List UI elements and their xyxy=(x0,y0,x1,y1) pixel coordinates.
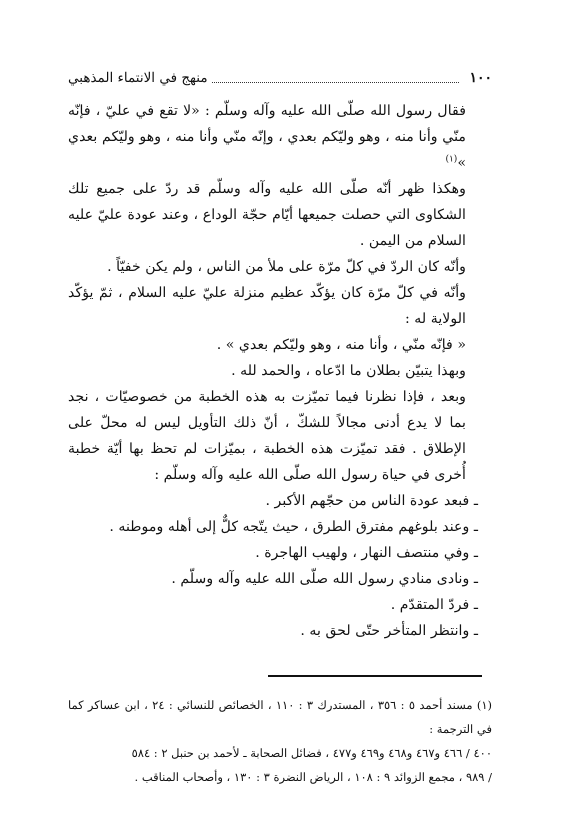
page-number: ١٠٠ xyxy=(469,70,492,86)
page-header xyxy=(68,62,492,88)
list-item: ـ وعند بلوغهم مفترق الطرق ، حيث يتّجه كلٌّ إلى أهله وموطنه . xyxy=(109,519,478,535)
paragraph-wilayah: وأنّه في كلّ مرّة كان يؤكّد عظيم منزلة عليّ عليه السلام ، ثمّ يؤكّد الولاية له : xyxy=(68,285,466,327)
paragraph-complaints: وهكذا ظهر أنّه صلّى الله عليه وآله وسلّم قد ردّ على جميع تلك الشكاوى التي حصلت جميعها أيّام حجّة الوداع ، وعند عودة عليّ عليه السلام من اليمن . xyxy=(68,181,466,249)
main-text xyxy=(68,98,492,644)
footnotes xyxy=(68,693,492,789)
list-item: ـ فبعد عودة الناس من حجّهم الأكبر . xyxy=(265,493,478,509)
footnote-line: (١) مسند أحمد ٥ : ٣٥٦ ، المستدرك ٣ : ١١٠ ، الخصائص للنسائي : ٢٤ ، ابن عساكر كما في الترجمة : xyxy=(68,698,493,736)
list-item: ـ فردّ المتقدّم . xyxy=(390,597,478,613)
footnote-marker: (١) xyxy=(445,154,458,165)
paragraph-hadith xyxy=(68,98,492,176)
paragraph-sermon-features: وبعد ، فإذا نظرنا فيما تميّزت به هذه الخطبة من خصوصيّات ، نجد بما لا يدع أدنى مجالاً للشكّ ، أنّ ذلك التأويل ليس له محلّ على الإطلاق . فقد تميّزت هذه الخطبة ، بميّزات لم تحظ بها أيّة خطبة أُخرى في حياة رسول الله صلّى الله عليه وآله وسلّم : xyxy=(68,389,466,483)
list-item: ـ وفي منتصف النهار ، ولهيب الهاجرة . xyxy=(255,545,478,561)
list-item: ـ وانتظر المتأخر حتّى لحق به . xyxy=(300,623,478,639)
header-dot-leader xyxy=(212,81,460,83)
paragraph-quote: « فإنّه منّي ، وأنا منه ، وهو وليّكم بعدي » . xyxy=(216,337,466,353)
paragraph-conclusion: وبهذا يتبيّن بطلان ما ادّعاه ، والحمد لله . xyxy=(231,363,466,379)
running-title: منهج في الانتماء المذهبي xyxy=(68,70,208,86)
list-item: ـ ونادى منادي رسول الله صلّى الله عليه وآله وسلّم . xyxy=(171,571,478,587)
footnote-line: / ٩٨٩ ، مجمع الزوائد ٩ : ١٠٨ ، الرياض النضرة ٣ : ١٣٠ ، وأصحاب المناقب . xyxy=(134,770,492,784)
paragraph-public-reply: وأنّه كان الردّ في كلّ مرّة على ملأ من الناس ، ولم يكن خفيّاً . xyxy=(107,259,466,275)
footnote-separator xyxy=(268,675,482,677)
footnote-line: ٤٠٠ / ٤٦٦ و٤٦٧ و٤٦٨ و٤٦٩ و٤٧٧ ، فضائل الصحابة ـ لأحمد بن حنبل ٢ : ٥٨٤ xyxy=(131,746,492,760)
paragraph-hadith-text: فقال رسول الله صلّى الله عليه وآله وسلّم : «لا تقع في عليّ ، فإنّه منّي وأنا منه ، وهو وليّكم بعدي ، وإنّه منّي وأنا منه ، وهو وليّكم بعدي » xyxy=(68,103,466,171)
